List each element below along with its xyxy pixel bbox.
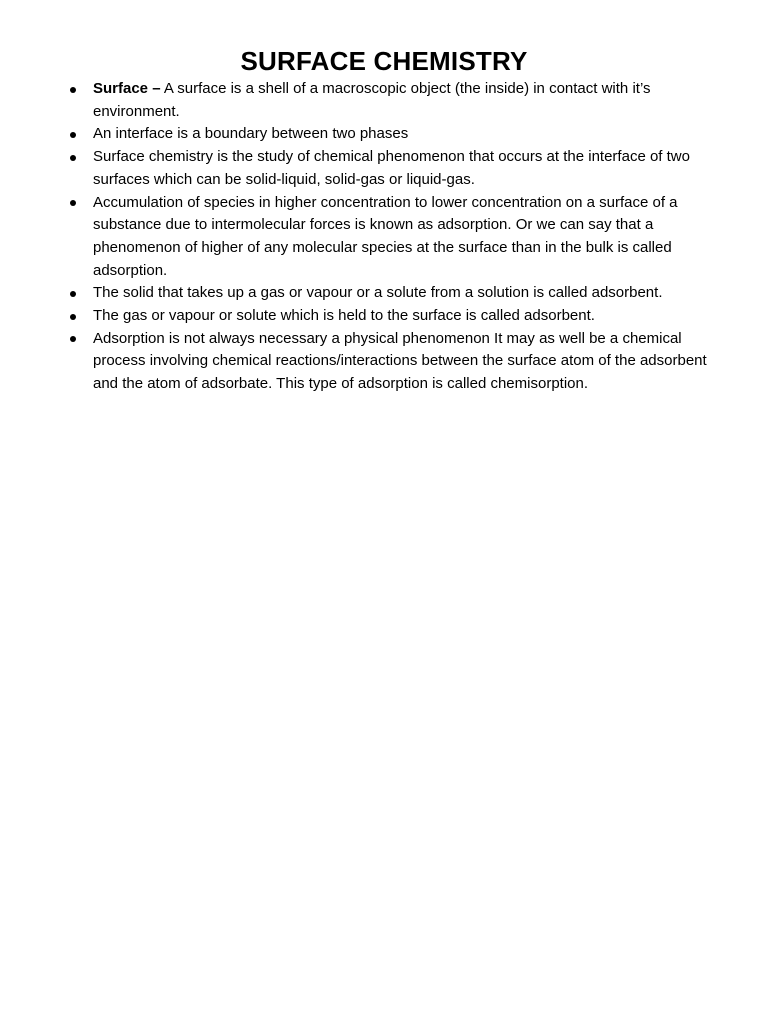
bullet-text: Surface chemistry is the study of chemical phenomenon that occurs at the interface of two surfaces which can be solid-liquid, solid-gas or liquid-gas.: [93, 148, 690, 188]
bullet-icon: [70, 200, 76, 206]
bullet-text: Adsorption is not always necessary a physical phenomenon It may as well be a chemical process involving chemical reactions/interactions between the surface atom of the adsorbent and the atom of adsorbate. This type of adsorption is called chemisorption.: [93, 329, 707, 393]
term-label: Surface –: [93, 80, 161, 97]
bullet-icon: [70, 87, 76, 93]
bullet-text: The solid that takes up a gas or vapour or a solute from a solution is called adsorbent.: [93, 284, 663, 302]
list-item: [66, 146, 726, 191]
bullet-text: An interface is a boundary between two phases: [93, 125, 409, 143]
bullet-icon: [70, 132, 76, 138]
list-item: [66, 305, 726, 328]
bullet-icon: [70, 155, 76, 161]
page-title: SURFACE CHEMISTRY: [240, 46, 528, 76]
bullet-icon: [70, 336, 76, 342]
bullet-icon: [70, 291, 76, 297]
list-item: [66, 78, 726, 123]
bullet-text: A surface is a shell of a macroscopic object (the inside) in contact with it’s environment.: [93, 80, 651, 120]
list-item: [66, 123, 726, 146]
list-item: [66, 328, 726, 396]
bullet-text: The gas or vapour or solute which is held to the surface is called adsorbent.: [93, 307, 595, 325]
bullet-icon: [70, 314, 76, 320]
list-item: [66, 282, 726, 305]
list-item: [66, 192, 726, 283]
bullet-text: Accumulation of species in higher concentration to lower concentration on a surface of a substance due to intermolecular forces is known as adsorption. Or we can say that a phenomenon of higher of any molecular species at the surface than in the bulk is called adsorption.: [93, 193, 678, 279]
bullet-list: [66, 78, 726, 396]
